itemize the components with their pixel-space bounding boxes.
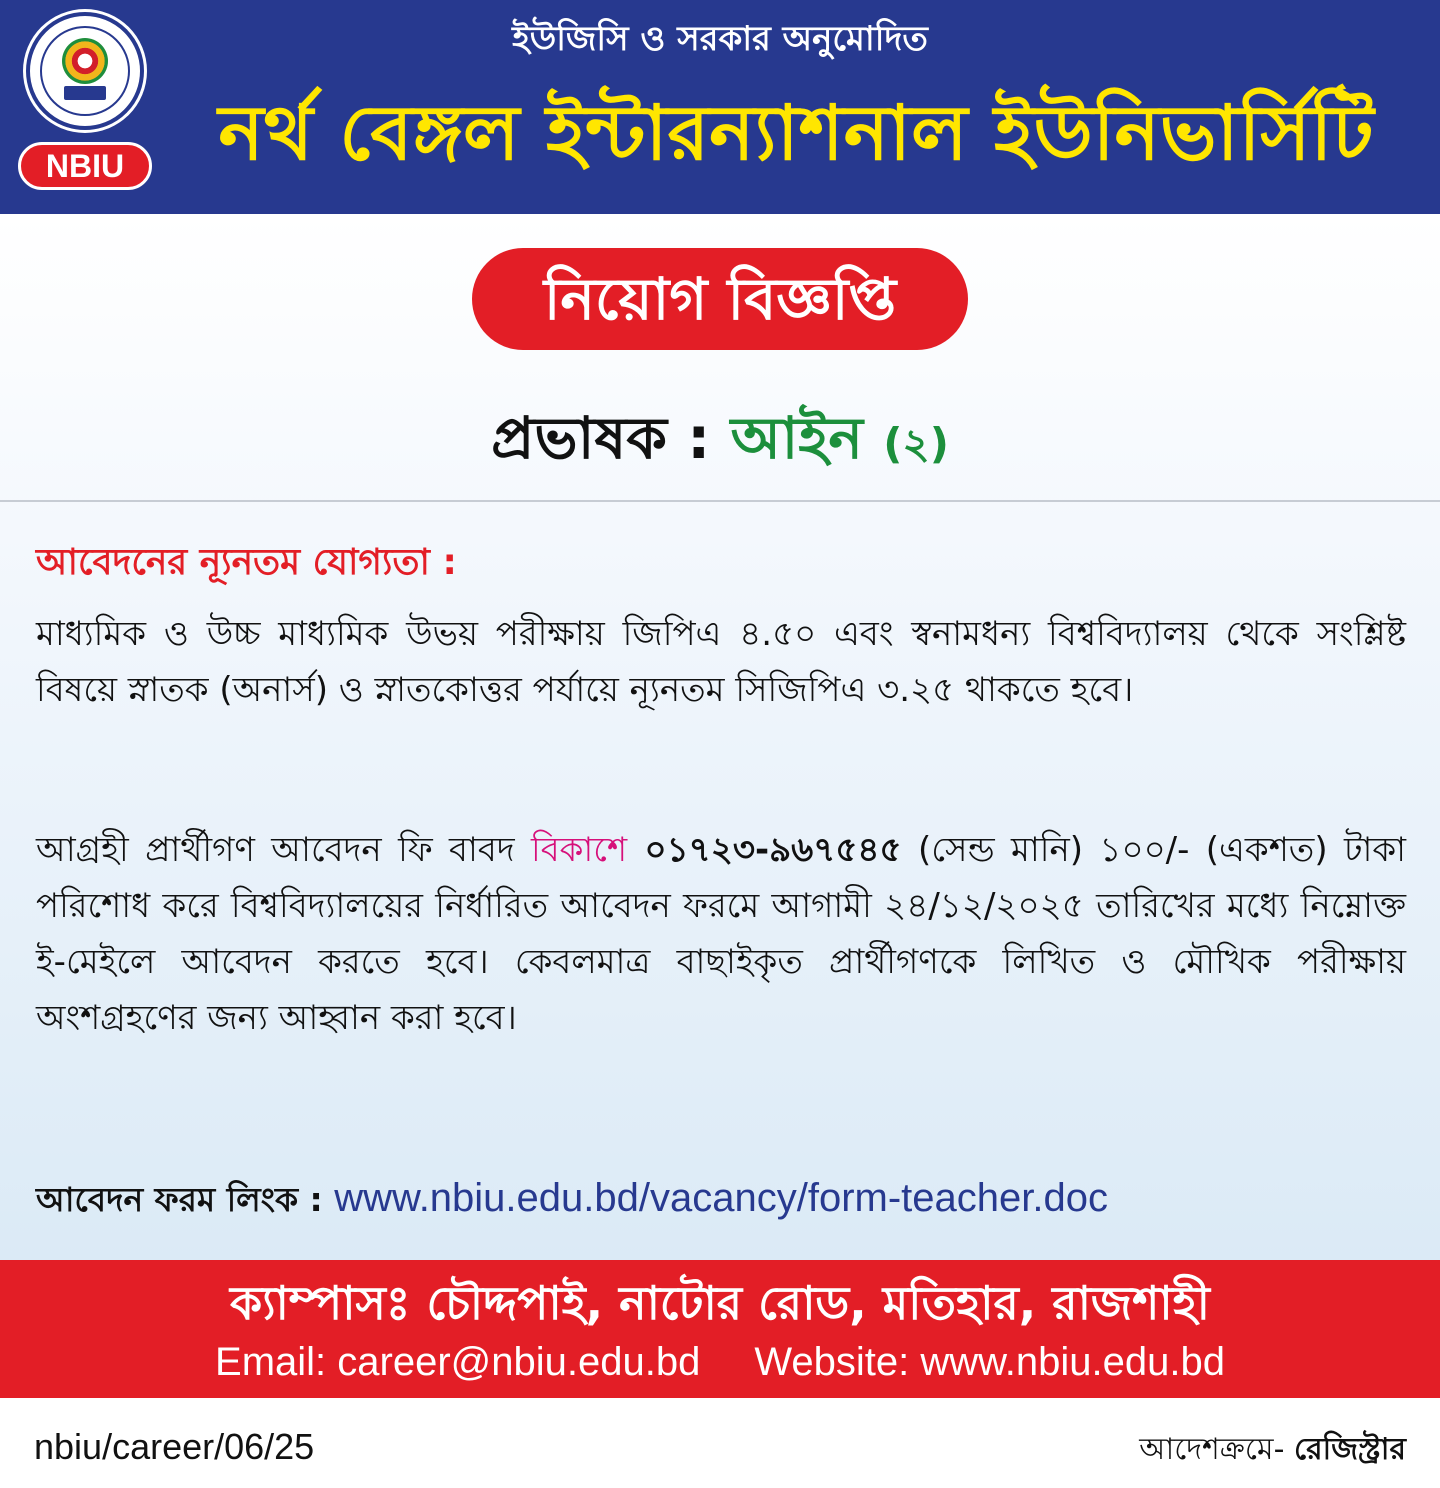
logo-badge: NBIU bbox=[18, 142, 152, 190]
reference-number: nbiu/career/06/25 bbox=[34, 1426, 315, 1467]
form-link-line bbox=[36, 1170, 1416, 1234]
bkash-number: ০১৭২৩-৯৬৭৫৪৫ bbox=[627, 830, 902, 870]
footer-band bbox=[0, 1260, 1440, 1398]
order-signature bbox=[1139, 1428, 1406, 1472]
post-subject: আইন bbox=[730, 404, 864, 472]
contact-website[interactable]: Website: www.nbiu.edu.bd bbox=[754, 1340, 1225, 1384]
post-label: প্রভাষক bbox=[491, 404, 667, 472]
post-separator: : bbox=[666, 404, 731, 472]
order-prefix: আদেশক্রমে- bbox=[1139, 1432, 1294, 1467]
order-signer: রেজিস্ট্রার bbox=[1293, 1432, 1406, 1467]
post-line bbox=[0, 398, 1440, 484]
contact-email[interactable]: Email: career@nbiu.edu.bd bbox=[215, 1340, 701, 1384]
university-logo bbox=[18, 12, 154, 190]
contact-line bbox=[0, 1336, 1440, 1388]
qualification-heading: আবেদনের ন্যূনতম যোগ্যতা : bbox=[36, 542, 457, 583]
bkash-label: বিকাশে bbox=[531, 830, 628, 870]
application-text bbox=[36, 822, 1406, 1046]
notice-body bbox=[0, 214, 1440, 1260]
bottom-bar bbox=[0, 1398, 1440, 1488]
university-seal-icon bbox=[26, 12, 144, 130]
qualification-text: মাধ্যমিক ও উচ্চ মাধ্যমিক উভয় পরীক্ষায় জিপিএ ৪.৫০ এবং স্বনামধন্য বিশ্ববিদ্যালয় থেকে সংশ্লিষ্ট বিষয়ে স্নাতক (অনার্স) ও স্নাতকোত্তর পর্যায়ে ন্যূনতম সিজিপিএ ৩.২৫ থাকতে হবে। bbox=[36, 614, 1406, 710]
application-details: (সেন্ড মানি) ১০০/- (একশত) টাকা পরিশোধ করে বিশ্ববিদ্যালয়ের নির্ধারিত আবেদন ফরমে আগামী ২৪/১২/২০২৫ তারিখের মধ্যে নিম্নোক্ত ই-মেইলে আবেদন করতে হবে। কেবলমাত্র বাছাইকৃত প্রার্থীগণকে লিখিত ও মৌখিক পরীক্ষায় অংশগ্রহণের জন্য আহ্বান করা হবে। bbox=[36, 830, 1407, 1038]
application-intro: আগ্রহী প্রার্থীগণ আবেদন ফি বাবদ bbox=[36, 830, 531, 870]
university-name: নর্থ বেঙ্গল ইন্টারন্যাশনাল ইউনিভার্সিটি bbox=[218, 88, 1374, 177]
header-band bbox=[0, 0, 1440, 214]
form-link-url[interactable]: www.nbiu.edu.bd/vacancy/form-teacher.doc bbox=[334, 1176, 1108, 1220]
post-count: (২) bbox=[883, 419, 949, 468]
form-link-label: আবেদন ফরম লিংক : bbox=[36, 1180, 335, 1219]
divider bbox=[0, 500, 1440, 502]
notice-title: নিয়োগ বিজ্ঞপ্তি bbox=[472, 248, 968, 350]
campus-address: ক্যাম্পাসঃ চৌদ্দপাই, নাটোর রোড, মতিহার, রাজশাহী bbox=[230, 1276, 1210, 1330]
approval-text: ইউজিসি ও সরকার অনুমোদিত bbox=[512, 19, 928, 59]
